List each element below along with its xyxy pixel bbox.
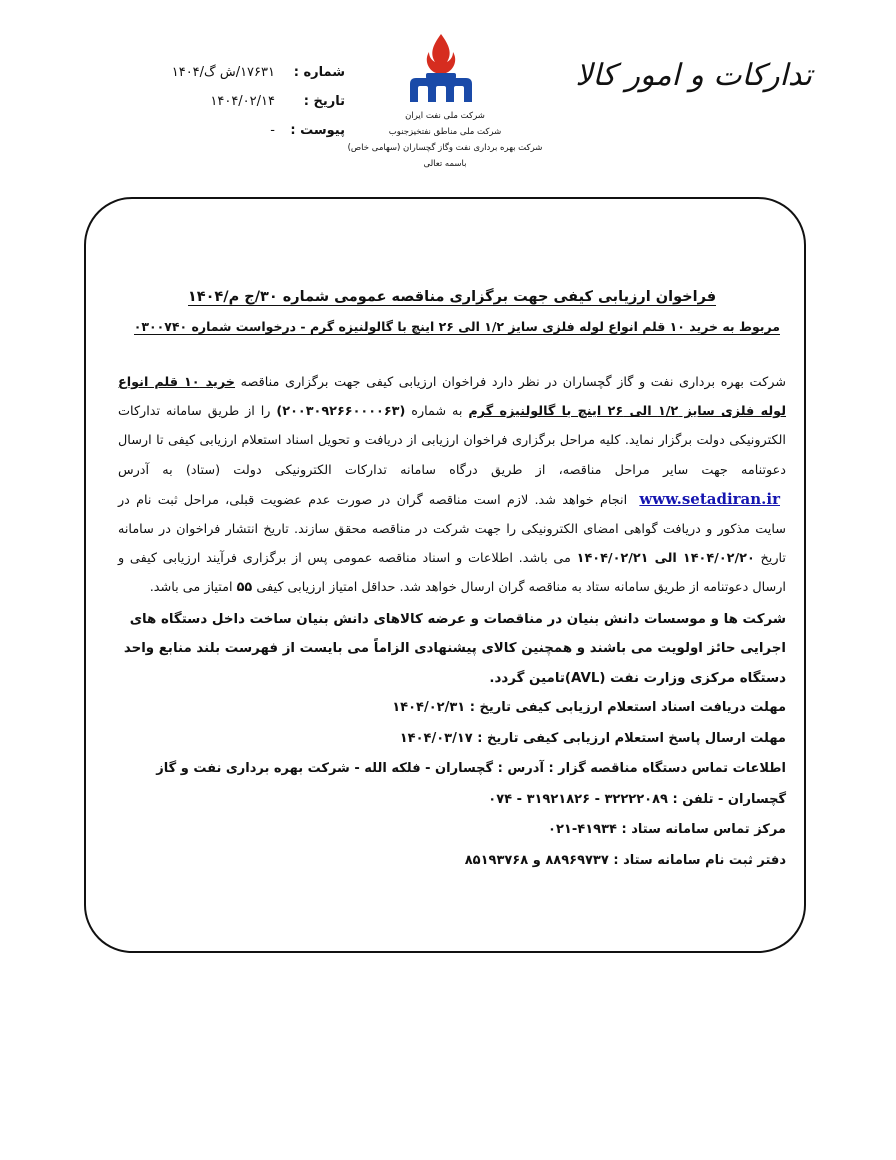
paragraph-text: انجام خواهد شد. لازم است مناقصه گران در صورت عدم عضویت قبلی، مراحل ثبت نام در سایت مذکور و دریافت گواهی امضای الکترونیکی را جهت شرکت در مناقصه محقق سازند. تاریخ انتشار فراخوان در سامانه تاریخ (118, 492, 786, 567)
paragraph-text: امتیاز می باشد. (149, 580, 237, 596)
org-line-2: شرکت ملی مناطق نفتخیزجنوب (388, 127, 502, 137)
organization-names (320, 108, 570, 172)
support-center: مرکز تماس سامانه ستاد : ۴۱۹۳۴-۰۲۱ (548, 822, 786, 838)
notice-title-text: فراخوان ارزیابی کیفی جهت برگزاری مناقصه عمومی شماره ۳۰/ج م/۱۴۰۴ (187, 289, 717, 305)
tender-number: (۲۰۰۳۰۹۲۶۶۰۰۰۰۶۳) (276, 404, 406, 420)
knowledge-based-note: شرکت ها و موسسات دانش بنیان در مناقصات و عرضه کالاهای دانش بنیان ساخت داخل دستگاه های اجرایی حائز اولویت می باشند و همچنین کالای پیشنهادی الزاماً می بایست از فهرست بلند منابع واحد دستگاه مرکزی وزارت نفت (AVL)تامین گردد. (123, 611, 786, 686)
org-line-1: شرکت ملی نفت ایران (405, 111, 485, 121)
attachment-label: پیوست : (290, 123, 345, 138)
paragraph-text: شرکت بهره برداری نفت و گاز گچساران در نظر دارد فراخوان ارزیابی کیفی جهت برگزاری مناقصه (235, 375, 786, 390)
number-value: ۱۷۶۳۱/ش گ/۱۴۰۴ (171, 65, 275, 80)
letter-meta (130, 58, 345, 145)
date-value: ۱۴۰۴/۰۲/۱۴ (210, 94, 275, 109)
attachment-value: - (270, 123, 275, 138)
paragraph-text: به شماره (405, 404, 469, 420)
department-signature: تدارکات و امور کالا (575, 58, 812, 93)
publication-dates: ۱۴۰۴/۰۲/۲۰ الی ۱۴۰۴/۰۲/۲۱ (576, 551, 755, 567)
letterhead (0, 0, 896, 195)
deadline-send: مهلت ارسال پاسخ استعلام ارزیابی کیفی تاریخ : ۱۴۰۴/۰۳/۱۷ (399, 730, 786, 746)
date-label: تاریخ : (303, 94, 345, 109)
notice-title (118, 282, 786, 312)
notice-subtitle (118, 314, 786, 340)
paragraph-text: می باشد. اطلاعات و اسناد مناقصه عمومی پس از برگزاری فرآیند ارزیابی کیفی و ارسال دعوتنامه از طریق سامانه ستاد به مناقصه گران ارسال خواهد شد. حداقل امتیاز ارزیابی کیفی (118, 551, 786, 596)
invocation: باسمه تعالی (423, 159, 467, 169)
deadline-receive: مهلت دریافت اسناد استعلام ارزیابی کیفی تاریخ : ۱۴۰۴/۰۲/۳۱ (392, 700, 786, 716)
registration-office: دفتر ثبت نام سامانه ستاد : ۸۸۹۶۹۷۳۷ و ۸۵۱۹۳۷۶۸ (464, 852, 786, 868)
attachment-row (130, 116, 345, 145)
paragraph-text: را از طریق سامانه تدارکات الکترونیکی دولت برگزار نماید. کلیه مراحل برگزاری فراخوان ارزیابی از دریافت و تحویل اسناد استعلام ارزیابی کیفی تا ارسال دعوتنامه جهت سایر مراحل مناقصه، از طریق درگاه سامانه تدارکات الکترونیکی دولت (ستاد) به آدرس (118, 404, 786, 478)
notice-content (118, 282, 786, 876)
contact-info: اطلاعات تماس دستگاه مناقصه گزار : آدرس : گچساران - فلکه الله - شرکت بهره برداری نفت و گاز گچساران - تلفن : ۳۲۲۲۲۰۸۹ - ۳۱۹۲۱۸۲۶ - ۰۷۴ (156, 761, 786, 807)
org-line-3: شرکت بهره برداری نفت وگاز گچساران (سهامی خاص) (347, 143, 543, 153)
number-label: شماره : (293, 65, 345, 80)
nioc-logo-icon (402, 32, 480, 106)
setadiran-link[interactable]: www.setadiran.ir (639, 489, 780, 508)
notice-paragraph (118, 368, 786, 603)
tender-subject: خرید ۱۰ قلم انواع لوله فلزی سایز ۱/۲ الی ۲۶ اینچ با گالولنیزه گرم (118, 375, 787, 420)
number-row (130, 58, 345, 87)
notice-subtitle-text: مربوط به خرید ۱۰ قلم انواع لوله فلزی سایز ۱/۲ الی ۲۶ اینچ با گالولنیزه گرم - درخواست شماره ۰۳۰۰۷۴۰ (133, 319, 780, 334)
date-row (130, 87, 345, 116)
minimum-score: ۵۵ (236, 580, 253, 596)
